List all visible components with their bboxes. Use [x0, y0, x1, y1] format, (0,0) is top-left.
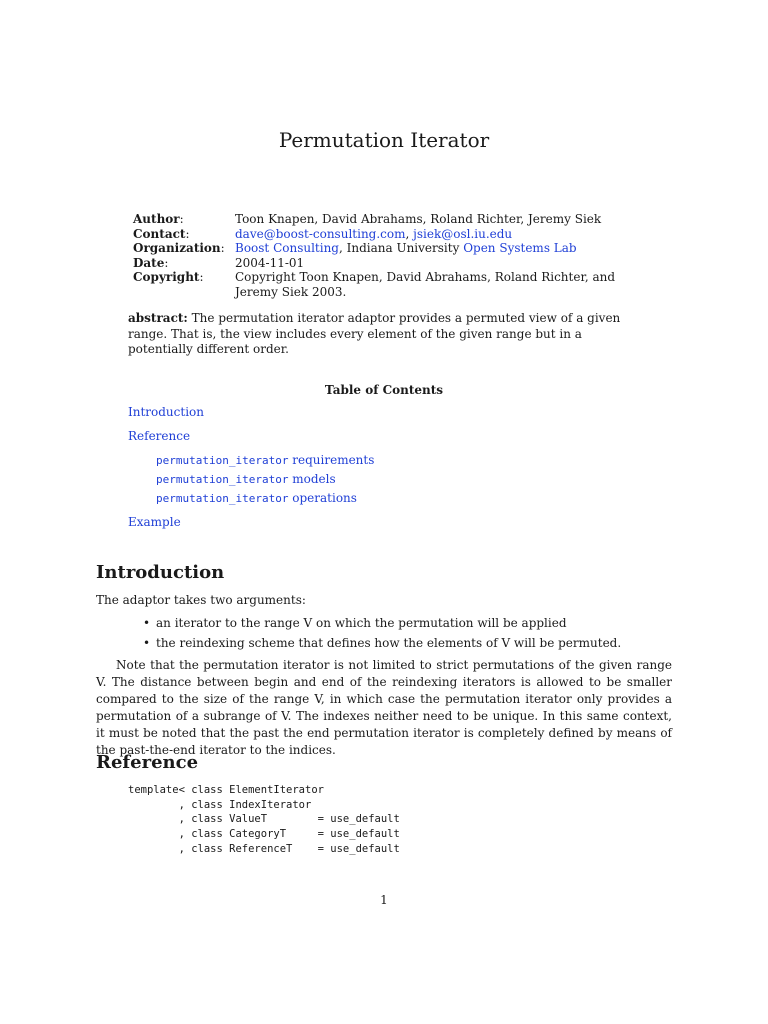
date-key: Date	[133, 255, 165, 270]
abstract	[128, 311, 643, 358]
page-title: Permutation Iterator	[278, 128, 490, 152]
page-number: 1	[380, 893, 388, 907]
metadata-row-contact: Contact: dave@boost-consulting.com, jsiek@osl.iu.edu	[133, 226, 513, 241]
metadata-table	[133, 212, 645, 299]
bullet-icon: •	[143, 616, 151, 630]
metadata-row-copyright: Copyright: Copyright Toon Knapen, David Abrahams, Roland Richter, and Jeremy Siek 2003.	[133, 270, 645, 299]
list-item: • the reindexing scheme that defines how the elements of V will be permuted.	[143, 633, 621, 653]
author-key: Author	[133, 212, 180, 226]
copyright-value: Copyright Toon Knapen, David Abrahams, Roland Richter, and Jeremy Siek 2003.	[235, 270, 616, 299]
reference-code-block: template< class ElementIterator , class IndexIterator , class ValueT = use_default , class CategoryT = use_default , class ReferenceT = use_default	[128, 784, 400, 855]
date-value: 2004-11-01	[235, 255, 305, 270]
intro-bullet-list	[143, 613, 621, 653]
copyright-key: Copyright	[133, 270, 200, 284]
intro-lead: The adaptor takes two arguments:	[96, 593, 306, 607]
toc-link-models[interactable]: permutation_iterator models	[156, 472, 336, 486]
toc-link-reference[interactable]: Reference	[128, 429, 191, 443]
boost-consulting-link[interactable]: Boost Consulting	[235, 241, 339, 255]
toc-link-requirements[interactable]: permutation_iterator requirements	[156, 453, 375, 467]
organization-key: Organization	[133, 241, 221, 255]
metadata-row-author: Author: Toon Knapen, David Abrahams, Roland Richter, Jeremy Siek	[133, 212, 645, 227]
author-value: Toon Knapen, David Abrahams, Roland Richter, Jeremy Siek	[235, 212, 602, 226]
introduction-heading: Introduction	[96, 562, 225, 583]
abstract-text: The permutation iterator adaptor provides a permuted view of a given range. That is, the view includes every element of the given range but in a potentially different order.	[128, 311, 621, 356]
toc-link-example[interactable]: Example	[128, 515, 181, 529]
reference-heading: Reference	[96, 752, 199, 773]
email-link-dave[interactable]: dave@boost-consulting.com	[235, 226, 406, 241]
abstract-label: abstract:	[128, 311, 188, 325]
toc-link-operations[interactable]: permutation_iterator operations	[156, 491, 357, 505]
open-systems-lab-link[interactable]: Open Systems Lab	[463, 241, 577, 255]
list-item: • an iterator to the range V on which the permutation will be applied	[143, 613, 621, 633]
metadata-row-date: Date: 2004-11-01	[133, 256, 645, 271]
contact-key: Contact	[133, 226, 186, 241]
email-link-jsiek[interactable]: jsiek@osl.iu.edu	[413, 226, 513, 241]
toc-title: Table of Contents	[324, 383, 444, 397]
bullet-icon: •	[143, 636, 151, 650]
intro-paragraph: Note that the permutation iterator is not limited to strict permutations of the given range V. The distance between begin and end of the reindexing iterators is allowed to be smaller compared to the size of the range V, in which case the permutation iterator only provides a permutation of a subrange of V. The indexes neither need to be unique. In this same context, it must be noted that the past the end permutation iterator is completely defined by means of the past-the-end iterator to the indices.	[96, 658, 672, 757]
metadata-row-organization: Organization: Boost Consulting, Indiana University Open Systems Lab	[133, 241, 577, 255]
toc-link-introduction[interactable]: Introduction	[128, 405, 204, 419]
